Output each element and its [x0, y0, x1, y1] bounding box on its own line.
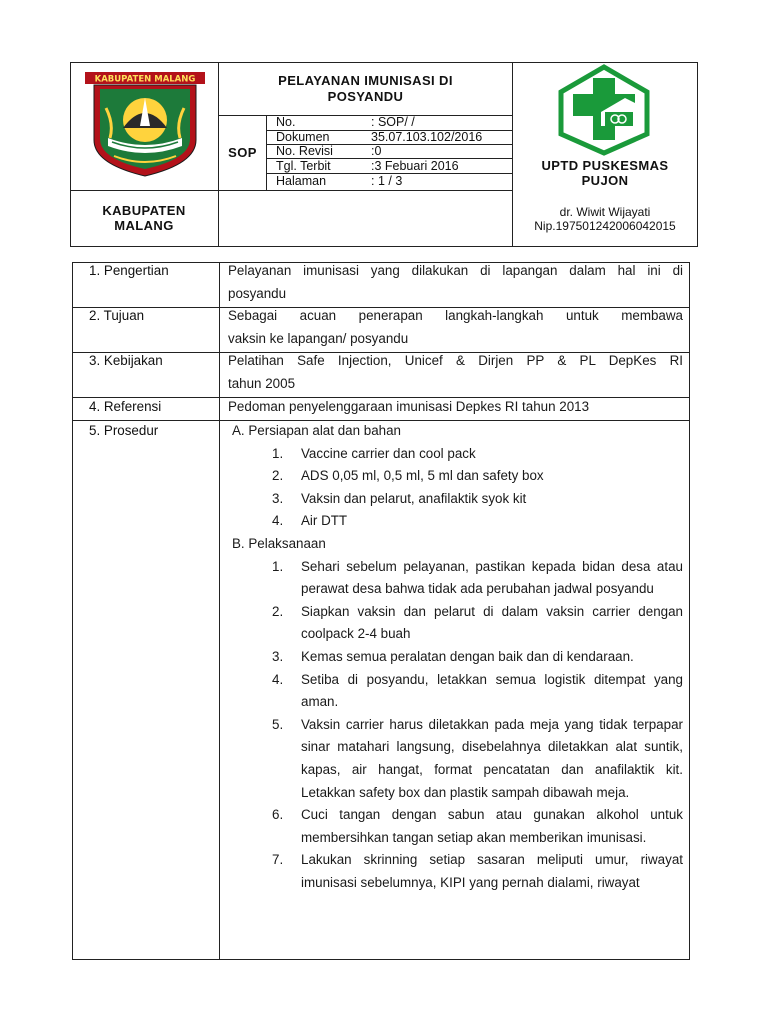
pengertian-line1: Pelayanan imunisasi yang dilakukan di lapangan dalam hal ini di [228, 263, 683, 278]
meta-dokumen-value: 35.07.103.102/2016 [371, 130, 483, 144]
list-item: 1. Sehari sebelum pelayanan, pastikan kepada bidan desa atau perawat desa bahwa tidak ada perubahan jadwal posyandu [272, 558, 683, 597]
meta-halaman-value: : 1 / 3 [371, 174, 403, 188]
kabupaten-malang-logo [84, 68, 206, 180]
kebijakan-line1: Pelatihan Safe Injection, Unicef & Dirjen PP & PL DepKes RI [228, 353, 683, 368]
group-b-item-3: Kemas semua peralatan dengan baik dan di kendaraan. [301, 648, 634, 664]
group-a-item-3: Vaksin dan pelarut, anafilaktik syok kit [301, 490, 527, 506]
list-item: 5. Vaksin carrier harus diletakkan pada meja yang tidak terpapar sinar matahari langsung, disebelahnya diletakkan alat suntik, kapas, air hangat, format pencatatan dan anafilaktik kit. Letakkan safety box dan plastik sampah dibawah meja. [272, 716, 683, 800]
list-item: 2. Siapkan vaksin dan pelarut di dalam vaksin carrier dengan coolpack 2-4 buah [272, 603, 683, 642]
list-item: 6. Cuci tangan dengan sabun atau gunakan alkohol untuk membersihkan tangan setiap akan memberikan imunisasi. [272, 807, 683, 845]
meta-halaman-label: Halaman [276, 174, 327, 188]
region-line2: MALANG [114, 218, 174, 233]
list-item: 2. ADS 0,05 ml, 0,5 ml, 5 ml dan safety box [272, 468, 544, 484]
list-item: 4. Air DTT [272, 513, 348, 529]
referensi-line1: Pedoman penyelenggaraan imunisasi Depkes RI tahun 2013 [228, 399, 590, 414]
list-item: 3. Kemas semua peralatan dengan baik dan di kendaraan. [272, 648, 634, 664]
meta-no-label: No. [276, 115, 296, 129]
list-item: 7. Lakukan skrinning setiap sasaran meliputi umur, riwayat imunisasi sebelumnya, KIPI yang pernah dialami, riwayat [272, 852, 683, 890]
logo-caption: KABUPATEN MALANG [94, 74, 196, 85]
group-a-list [232, 443, 683, 533]
meta-dokumen-label: Dokumen [276, 130, 330, 144]
kebijakan-line2: tahun 2005 [228, 375, 296, 391]
section-label-pengertian: 1. Pengertian [89, 263, 169, 278]
list-item: 4. Setiba di posyandu, letakkan semua logistik ditempat yang aman. [272, 671, 683, 710]
section-label-kebijakan: 3. Kebijakan [89, 353, 163, 368]
group-b-item-5: Vaksin carrier harus diletakkan pada meja yang tidak terpapar sinar matahari langsung, disebelahnya diletakkan alat suntik, kapas, air hangat, format pencatatan dan anafilaktik kit. Letakkan safety box dan plastik sampah dibawah meja. [301, 716, 683, 800]
prosedur-content [232, 420, 683, 894]
meta-no-value: : SOP/ / [371, 115, 415, 129]
group-b-item-2: Siapkan vaksin dan pelarut di dalam vaksin carrier dengan coolpack 2-4 buah [301, 603, 683, 642]
group-a-title: A. Persiapan alat dan bahan [232, 423, 401, 438]
tujuan-line2: vaksin ke lapangan/ posyandu [228, 330, 409, 346]
section-label-tujuan: 2. Tujuan [89, 308, 145, 323]
group-b-item-6: Cuci tangan dengan sabun atau gunakan alkohol untuk membersihkan tangan setiap akan memberikan imunisasi. [301, 807, 683, 845]
group-b-list [232, 556, 683, 895]
group-b-item-4: Setiba di posyandu, letakkan semua logistik ditempat yang aman. [301, 671, 683, 710]
region-line1: KABUPATEN [102, 203, 186, 218]
doc-title-line2: POSYANDU [327, 89, 404, 104]
sop-label: SOP [228, 145, 257, 160]
list-item: 3. Vaksin dan pelarut, anafilaktik syok kit [272, 490, 527, 506]
group-b-item-7: Lakukan skrinning setiap sasaran meliputi umur, riwayat imunisasi sebelumnya, KIPI yang pernah dialami, riwayat [301, 852, 683, 890]
list-item: 1. Vaccine carrier dan cool pack [272, 445, 476, 461]
org-name-line2: PUJON [581, 173, 629, 188]
meta-terbit-value: :3 Febuari 2016 [371, 159, 459, 173]
section-label-prosedur: 5. Prosedur [89, 423, 159, 438]
meta-terbit-label: Tgl. Terbit [276, 159, 331, 173]
puskesmas-logo [555, 64, 653, 156]
doc-title-line1: PELAYANAN IMUNISASI DI [278, 73, 453, 88]
signer-nip: Nip.197501242006042015 [534, 219, 676, 233]
meta-revisi-value: :0 [371, 144, 382, 158]
group-b-item-1: Sehari sebelum pelayanan, pastikan kepada bidan desa atau perawat desa bahwa tidak ada perubahan jadwal posyandu [301, 558, 683, 597]
group-a-item-4: Air DTT [301, 513, 348, 529]
tujuan-line1: Sebagai acuan penerapan langkah-langkah untuk membawa [228, 308, 683, 323]
meta-revisi-label: No. Revisi [276, 144, 333, 158]
section-label-referensi: 4. Referensi [89, 399, 162, 414]
signer-name: dr. Wiwit Wijayati [559, 205, 651, 219]
group-a-item-2: ADS 0,05 ml, 0,5 ml, 5 ml dan safety box [301, 468, 544, 484]
group-b-title: B. Pelaksanaan [232, 535, 326, 551]
pengertian-line2: posyandu [228, 285, 287, 301]
group-a-item-1: Vaccine carrier dan cool pack [301, 445, 476, 461]
org-name-line1: UPTD PUSKESMAS [541, 158, 669, 173]
